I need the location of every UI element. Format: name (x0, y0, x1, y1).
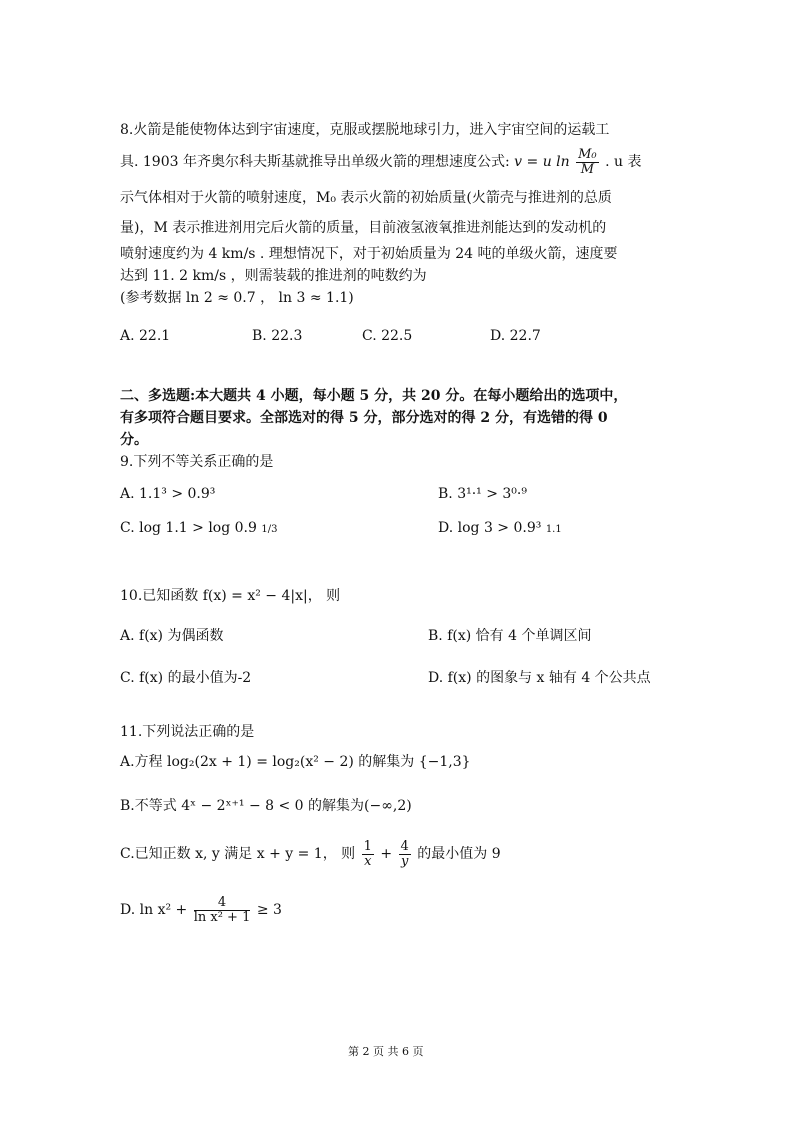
q9-option-c-base: 1/3 (261, 524, 278, 535)
page-footer: 第 2 页 共 6 页 (348, 1045, 424, 1058)
q8-option-d: D. 22.7 (490, 328, 541, 344)
q10-stem: 10.已知函数 f(x) = x² − 4|x|， 则 (120, 588, 341, 604)
q9-option-a: A. 1.1³ > 0.9³ (120, 486, 216, 502)
q9-option-c (120, 518, 277, 540)
q11-option-c (120, 836, 501, 872)
rocket-formula-fraction (576, 148, 599, 177)
q11-option-a: A.方程 log₂(2x + 1) = log₂(x² − 2) 的解集为 {−1,3} (120, 754, 471, 770)
q11-option-c-post: 的最小值为 9 (417, 846, 501, 862)
q11-fraction-2 (399, 840, 411, 869)
q9-option-d (438, 518, 562, 540)
q9-stem: 9.下列不等关系正确的是 (120, 454, 274, 470)
q11-option-d-den: ln x² + 1 (193, 909, 251, 925)
q11-option-d-pre: D. ln x² + (120, 902, 188, 918)
q8-option-b: B. 22.3 (252, 328, 303, 344)
q8-line6: 达到 11. 2 km/s ，则需装载的推进剂的吨数约为 (120, 268, 427, 284)
q10-option-d: D. f(x) 的图象与 x 轴有 4 个公共点 (428, 670, 651, 686)
q11-fraction-1-den: x (364, 853, 372, 869)
q8-line3: 示气体相对于火箭的喷射速度，M₀ 表示火箭的初始质量(火箭壳与推进剂的总质 (120, 190, 612, 206)
q8-option-c: C. 22.5 (362, 328, 413, 344)
q11-fraction-2-den: y (400, 853, 409, 869)
section2-line3: 分。 (120, 432, 148, 448)
rocket-formula-numerator: M₀ (578, 146, 597, 162)
q11-option-d-num: 4 (194, 896, 251, 911)
q10-option-b: B. f(x) 恰有 4 个单调区间 (428, 628, 592, 644)
q11-fraction-2-num: 4 (400, 838, 409, 854)
q11-fraction-1-num: 1 (363, 838, 372, 854)
q11-option-d-post: ≥ 3 (256, 902, 282, 918)
q8-number: 8. (120, 122, 134, 138)
section2-line2: 有多项符合题目要求。全部选对的得 5 分，部分选对的得 2 分，有选错的得 0 (120, 410, 608, 426)
q9-option-d-base: 1.1 (545, 524, 562, 535)
q9-option-c-text: C. log 1.1 > log 0.9 (120, 520, 257, 536)
q8-line5: 喷射速度约为 4 km/s . 理想情况下，对于初始质量为 24 吨的单级火箭，速度要 (120, 246, 618, 262)
q8-line1-text: 火箭是能使物体达到宇宙速度，克服或摆脱地球引力，进入宇宙空间的运载工 (133, 122, 610, 138)
q11-option-d (120, 892, 282, 928)
q8-line7: (参考数据 ln 2 ≈ 0.7 ， ln 3 ≈ 1.1) (120, 290, 354, 306)
q9-option-d-text: D. log 3 > 0.9³ (438, 520, 542, 536)
q8-line1 (120, 120, 609, 140)
q11-option-d-fraction (194, 896, 251, 925)
q11-option-b: B.不等式 4ˣ − 2ˣ⁺¹ − 8 < 0 的解集为(−∞,2) (120, 798, 412, 814)
q10-option-c: C. f(x) 的最小值为-2 (120, 670, 252, 686)
q8-line2-tail: . u 表 (605, 154, 642, 170)
q11-plus: + (380, 846, 393, 862)
q9-option-b: B. 3¹·¹ > 3⁰·⁹ (438, 486, 527, 502)
q8-option-a: A. 22.1 (120, 328, 171, 344)
q11-option-c-pre: C.已知正数 x, y 满足 x + y = 1， 则 (120, 846, 356, 862)
q11-fraction-1 (362, 840, 374, 869)
q8-line2-text: 具. 1903 年齐奥尔科夫斯基就推导出单级火箭的理想速度公式: (120, 154, 510, 170)
section2-line1: 二、多选题:本大题共 4 小题，每小题 5 分，共 20 分。在每小题给出的选项中， (120, 388, 628, 404)
q10-option-a: A. f(x) 为偶函数 (120, 628, 224, 644)
q8-line2 (120, 146, 641, 178)
rocket-formula-left: v = u ln (514, 154, 570, 170)
rocket-formula-denominator: M (580, 161, 595, 177)
q11-stem: 11.下列说法正确的是 (120, 724, 255, 740)
q8-line4: 量)，M 表示推进剂用完后火箭的质量，目前液氢液氧推进剂能达到的发动机的 (120, 220, 607, 236)
